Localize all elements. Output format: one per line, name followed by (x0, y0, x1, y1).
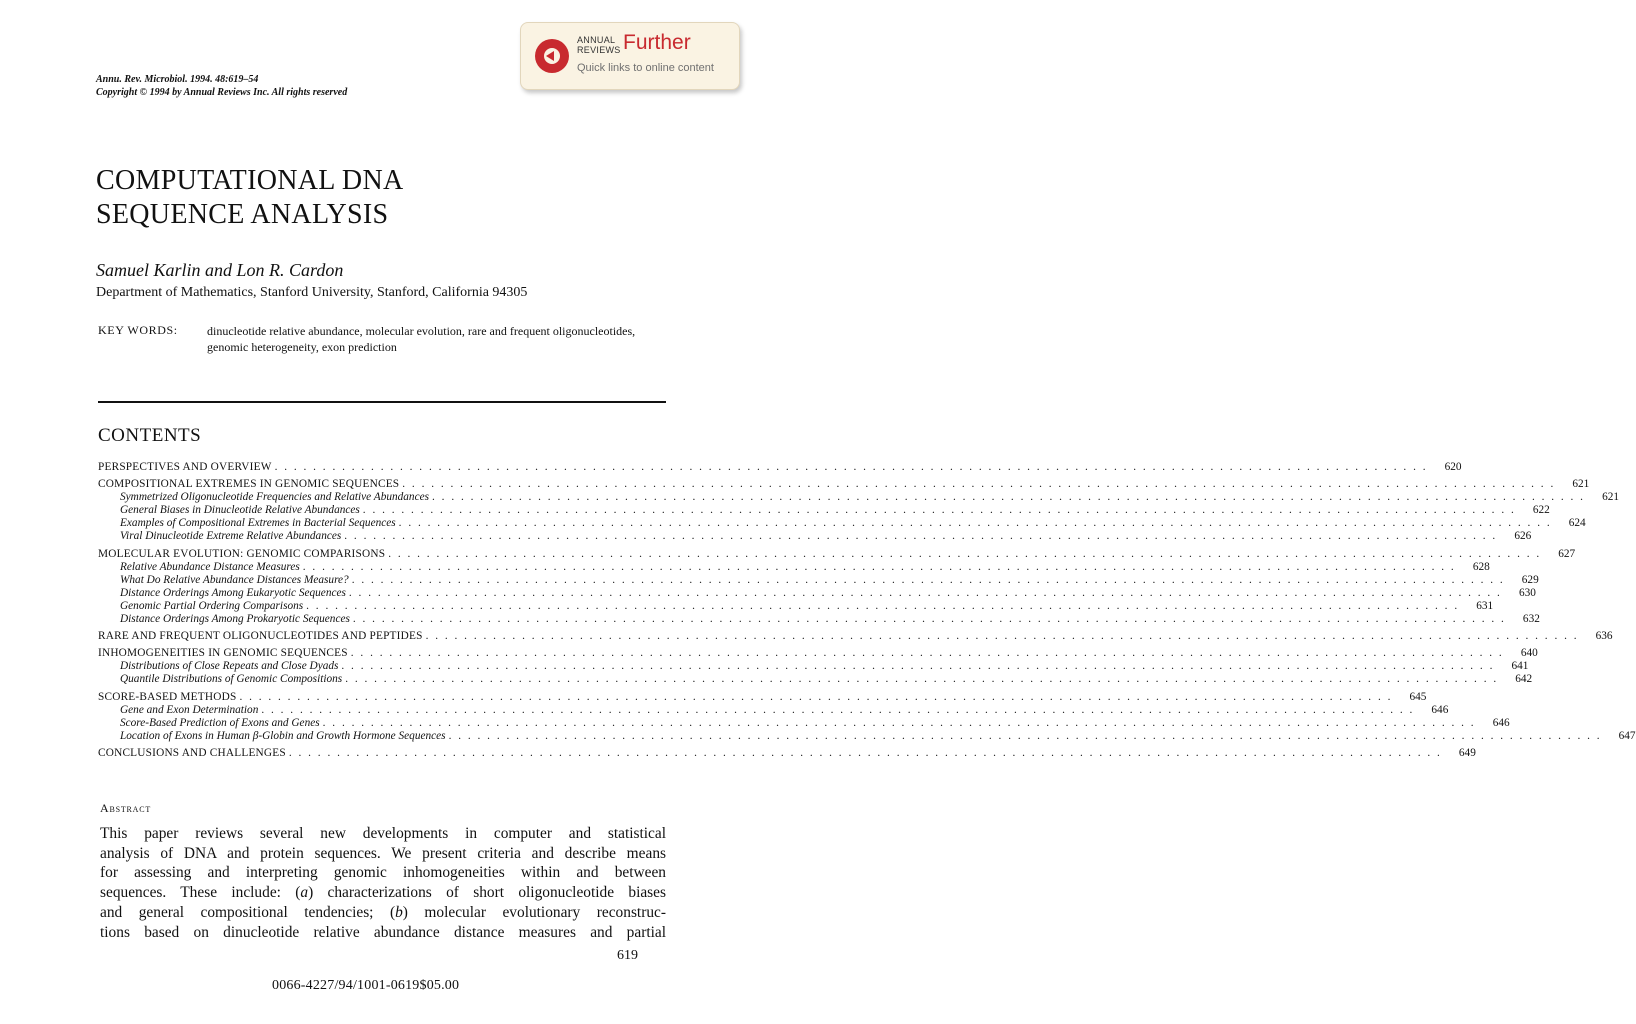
toc-dot-leader: . . . . . . . . . . . . . . . . . . . . . . . . . . . . . . . . . . . . . . . . . . . . . . . . . . . . . . . . . . . . . . . . . . . . . . . . . . . . . . . . . . . . . . . . . . . . . . . . . . . . . . . . . . . . . . . . . . . . . . . . (261, 703, 1415, 716)
toc-entry-label: Distributions of Close Repeats and Close Dyads (120, 660, 339, 673)
toc-dot-leader: . . . . . . . . . . . . . . . . . . . . . . . . . . . . . . . . . . . . . . . . . . . . . . . . . . . . . . . . . . . . . . . . . . . . . . . . . . . . . . . . . . . . . . . . . . . . . . . . . . . . . . . . . . . . . . . . . . . . . . . . (322, 716, 1476, 729)
annual-reviews-further-badge[interactable] (520, 22, 740, 90)
copyright-line: Copyright © 1994 by Annual Reviews Inc. All rights reserved (96, 87, 348, 98)
toc-entry (98, 703, 1449, 717)
toc-entry (98, 491, 1620, 504)
toc-dot-leader: . . . . . . . . . . . . . . . . . . . . . . . . . . . . . . . . . . . . . . . . . . . . . . . . . . . . . . . . . . . . . . . . . . . . . . . . . . . . . . . . . . . . . . . . . . . . . . . . . . . . . . . . . . . . . . . . . . . . . . . . (448, 729, 1602, 742)
toc-dot-leader: . . . . . . . . . . . . . . . . . . . . . . . . . . . . . . . . . . . . . . . . . . . . . . . . . . . . . . . . . . . . . . . . . . . . . . . . . . . . . . . . . . . . . . . . . . . . . . . . . . . . . . . . . . . . . . . . . . . . . . . . (341, 660, 1495, 673)
toc-entry-page: 647 (1618, 729, 1636, 742)
toc-entry-page: 649 (1458, 746, 1476, 759)
toc-entry (98, 461, 1462, 474)
toc-dot-leader: . . . . . . . . . . . . . . . . . . . . . . . . . . . . . . . . . . . . . . . . . . . . . . . . . . . . . . . . . . . . . . . . . . . . . . . . . . . . . . . . . . . . . . . . . . . . . . . . . . . . . . . . . . . . . . . . . . . . . . . . (302, 560, 1456, 573)
price-code: 0066-4227/94/1001-0619$05.00 (272, 978, 460, 993)
toc-entry-label: CONCLUSIONS AND CHALLENGES (98, 746, 286, 759)
toc-entry-page: 621 (1572, 478, 1590, 491)
toc-entry (98, 746, 1476, 760)
toc-entry (98, 690, 1427, 704)
toc-entry (98, 599, 1494, 613)
toc-entry-label: Distance Orderings Among Eukaryotic Sequences (120, 586, 346, 599)
toc-entry-page: 631 (1476, 599, 1494, 612)
toc-entry-label: INHOMOGENEITIES IN GENOMIC SEQUENCES (98, 647, 348, 660)
abstract-line: for assessing and interpreting genomic inhomogeneities within and between (100, 864, 666, 882)
journal-citation: Annu. Rev. Microbiol. 1994. 48:619–54 (96, 74, 259, 85)
badge-further-text: Further (623, 31, 691, 54)
abstract-line: analysis of DNA and protein sequences. We present criteria and describe means (100, 844, 666, 862)
toc-entry (98, 630, 1613, 643)
keywords-text: dinucleotide relative abundance, molecular evolution, rare and frequent oligonucleotides, genomic heterogeneity, exon prediction (207, 324, 636, 354)
toc-entry-label: PERSPECTIVES AND OVERVIEW (98, 461, 272, 473)
toc-dot-leader: . . . . . . . . . . . . . . . . . . . . . . . . . . . . . . . . . . . . . . . . . . . . . . . . . . . . . . . . . . . . . . . . . . . . . . . . . . . . . . . . . . . . . . . . . . . . . . . . . . . . . . . . . . . . . . . . . . . . . . . . (345, 673, 1499, 686)
arrow-left-icon (546, 51, 554, 61)
toc-entry (98, 586, 1536, 600)
badge-reviews-text: REVIEWS (577, 45, 621, 55)
article-title (96, 164, 403, 232)
toc-entry-label: Relative Abundance Distance Measures (120, 560, 300, 573)
toc-dot-leader: . . . . . . . . . . . . . . . . . . . . . . . . . . . . . . . . . . . . . . . . . . . . . . . . . . . . . . . . . . . . . . . . . . . . . . . . . . . . . . . . . . . . . . . . . . . . . . . . . . . . . . . . . . . . . . . . . . . . . . . . (274, 461, 1428, 473)
article-title-line: SEQUENCE ANALYSIS (96, 199, 389, 230)
toc-entry-label: Distance Orderings Among Prokaryotic Sequences (120, 613, 350, 626)
badge-tagline: Quick links to online content (577, 62, 714, 74)
toc-entry-page: 641 (1511, 660, 1529, 673)
toc-entry-page: 642 (1515, 673, 1533, 686)
toc-entry (98, 660, 1529, 673)
toc-dot-leader: . . . . . . . . . . . . . . . . . . . . . . . . . . . . . . . . . . . . . . . . . . . . . . . . . . . . . . . . . . . . . . . . . . . . . . . . . . . . . . . . . . . . . . . . . . . . . . . . . . . . . . . . . . . . . . . . . . . . . . . . (344, 530, 1498, 543)
toc-dot-leader: . . . . . . . . . . . . . . . . . . . . . . . . . . . . . . . . . . . . . . . . . . . . . . . . . . . . . . . . . . . . . . . . . . . . . . . . . . . . . . . . . . . . . . . . . . . . . . . . . . . . . . . . . . . . . . . . . . . . . . . . (425, 630, 1579, 643)
annual-reviews-logo-icon (535, 39, 569, 73)
toc-entry (98, 729, 1636, 743)
article-authors: Samuel Karlin and Lon R. Cardon (96, 260, 344, 280)
toc-dot-leader: . . . . . . . . . . . . . . . . . . . . . . . . . . . . . . . . . . . . . . . . . . . . . . . . . . . . . . . . . . . . . . . . . . . . . . . . . . . . . . . . . . . . . . . . . . . . . . . . . . . . . . . . . . . . . . . . . . . . . . . . (398, 517, 1552, 530)
toc-entry-label: Quantile Distributions of Genomic Compositions (120, 673, 343, 686)
toc-entry-label: Location of Exons in Human β-Globin and Growth Hormone Sequences (120, 729, 446, 742)
toc-entry (98, 647, 1538, 660)
toc-entry-label: General Biases in Dinucleotide Relative Abundances (120, 504, 360, 517)
toc-dot-leader: . . . . . . . . . . . . . . . . . . . . . . . . . . . . . . . . . . . . . . . . . . . . . . . . . . . . . . . . . . . . . . . . . . . . . . . . . . . . . . . . . . . . . . . . . . . . . . . . . . . . . . . . . . . . . . . . . . . . . . . . (288, 746, 1442, 759)
page-number: 619 (617, 948, 638, 963)
toc-entry (98, 673, 1533, 686)
toc-entry-page: 636 (1595, 630, 1613, 643)
toc-entry (98, 530, 1532, 543)
abstract-line: This paper reviews several new developments in computer and statistical (100, 825, 666, 842)
toc-dot-leader: . . . . . . . . . . . . . . . . . . . . . . . . . . . . . . . . . . . . . . . . . . . . . . . . . . . . . . . . . . . . . . . . . . . . . . . . . . . . . . . . . . . . . . . . . . . . . . . . . . . . . . . . . . . . . . . . . . . . . . . . (352, 613, 1506, 626)
toc-entry-page: 640 (1520, 647, 1538, 660)
table-of-contents (98, 461, 1636, 760)
abstract-line: tions based on dinucleotide relative abundance distance measures and partial (100, 923, 666, 941)
toc-entry (98, 613, 1540, 626)
toc-dot-leader: . . . . . . . . . . . . . . . . . . . . . . . . . . . . . . . . . . . . . . . . . . . . . . . . . . . . . . . . . . . . . . . . . . . . . . . . . . . . . . . . . . . . . . . . . . . . . . . . . . . . . . . . . . . . . . . . . . . . . . . . (362, 504, 1516, 517)
abstract-line: and general compositional tendencies; (b) molecular evolutionary reconstruc- (100, 903, 666, 921)
toc-entry-page: 645 (1409, 690, 1427, 703)
article-title-line: COMPUTATIONAL DNA (96, 165, 404, 196)
badge-annual-text: ANNUAL (577, 35, 616, 45)
toc-entry-page: 622 (1532, 504, 1550, 517)
toc-entry-page: 620 (1444, 461, 1462, 473)
toc-dot-leader: . . . . . . . . . . . . . . . . . . . . . . . . . . . . . . . . . . . . . . . . . . . . . . . . . . . . . . . . . . . . . . . . . . . . . . . . . . . . . . . . . . . . . . . . . . . . . . . . . . . . . . . . . . . . . . . . . . . . . . . . (432, 491, 1586, 504)
toc-entry-label: Viral Dinucleotide Extreme Relative Abundances (120, 530, 342, 543)
toc-dot-leader: . . . . . . . . . . . . . . . . . . . . . . . . . . . . . . . . . . . . . . . . . . . . . . . . . . . . . . . . . . . . . . . . . . . . . . . . . . . . . . . . . . . . . . . . . . . . . . . . . . . . . . . . . . . . . . . . . . . . . . . . (239, 690, 1393, 703)
toc-entry-label: Symmetrized Oligonucleotide Frequencies and Relative Abundances (120, 491, 430, 504)
toc-entry-label: Score-Based Prediction of Exons and Genes (120, 716, 320, 729)
toc-entry-label: RARE AND FREQUENT OLIGONUCLEOTIDES AND PEPTIDES (98, 630, 423, 643)
toc-entry-label: Genomic Partial Ordering Comparisons (120, 599, 304, 612)
toc-entry (98, 547, 1576, 561)
toc-entry-label: MOLECULAR EVOLUTION: GENOMIC COMPARISONS (98, 547, 386, 560)
toc-entry-page: 646 (1431, 703, 1449, 716)
contents-heading: CONTENTS (98, 425, 202, 446)
toc-entry (98, 560, 1490, 574)
toc-dot-leader: . . . . . . . . . . . . . . . . . . . . . . . . . . . . . . . . . . . . . . . . . . . . . . . . . . . . . . . . . . . . . . . . . . . . . . . . . . . . . . . . . . . . . . . . . . . . . . . . . . . . . . . . . . . . . . . . . . . . . . . . (402, 478, 1556, 491)
toc-entry-page: 646 (1492, 716, 1510, 729)
toc-entry (98, 478, 1590, 491)
toc-entry-page: 627 (1558, 547, 1576, 560)
toc-entry-page: 624 (1568, 517, 1586, 530)
toc-entry-label: COMPOSITIONAL EXTREMES IN GENOMIC SEQUENCES (98, 478, 400, 491)
toc-entry-page: 629 (1521, 573, 1539, 586)
toc-entry-page: 632 (1522, 613, 1540, 626)
toc-dot-leader: . . . . . . . . . . . . . . . . . . . . . . . . . . . . . . . . . . . . . . . . . . . . . . . . . . . . . . . . . . . . . . . . . . . . . . . . . . . . . . . . . . . . . . . . . . . . . . . . . . . . . . . . . . . . . . . . . . . . . . . . (306, 599, 1460, 612)
abstract-line: sequences. These include: (a) characterizations of short oligonucleotide biases (100, 884, 666, 902)
toc-entry (98, 573, 1539, 587)
toc-entry-page: 626 (1514, 530, 1532, 543)
toc-entry-page: 630 (1518, 586, 1536, 599)
keywords-label: KEY WORDS: (98, 323, 178, 337)
toc-entry (98, 504, 1550, 517)
toc-entry-page: 628 (1472, 560, 1490, 573)
section-divider (98, 401, 666, 403)
toc-entry (98, 517, 1586, 530)
abstract-body (100, 824, 666, 942)
author-affiliation: Department of Mathematics, Stanford University, Stanford, California 94305 (96, 285, 528, 300)
toc-dot-leader: . . . . . . . . . . . . . . . . . . . . . . . . . . . . . . . . . . . . . . . . . . . . . . . . . . . . . . . . . . . . . . . . . . . . . . . . . . . . . . . . . . . . . . . . . . . . . . . . . . . . . . . . . . . . . . . . . . . . . . . . (351, 573, 1505, 586)
toc-entry-label: What Do Relative Abundance Distances Measure? (120, 573, 349, 586)
toc-entry-label: Gene and Exon Determination (120, 703, 259, 716)
toc-entry-page: 621 (1602, 491, 1620, 504)
toc-dot-leader: . . . . . . . . . . . . . . . . . . . . . . . . . . . . . . . . . . . . . . . . . . . . . . . . . . . . . . . . . . . . . . . . . . . . . . . . . . . . . . . . . . . . . . . . . . . . . . . . . . . . . . . . . . . . . . . . . . . . . . . . (388, 547, 1542, 560)
toc-entry-label: SCORE-BASED METHODS (98, 690, 237, 703)
abstract-heading: Abstract (100, 801, 152, 815)
toc-entry-label: Examples of Compositional Extremes in Bacterial Sequences (120, 517, 396, 530)
toc-entry (98, 716, 1510, 730)
toc-dot-leader: . . . . . . . . . . . . . . . . . . . . . . . . . . . . . . . . . . . . . . . . . . . . . . . . . . . . . . . . . . . . . . . . . . . . . . . . . . . . . . . . . . . . . . . . . . . . . . . . . . . . . . . . . . . . . . . . . . . . . . . . (348, 586, 1502, 599)
toc-dot-leader: . . . . . . . . . . . . . . . . . . . . . . . . . . . . . . . . . . . . . . . . . . . . . . . . . . . . . . . . . . . . . . . . . . . . . . . . . . . . . . . . . . . . . . . . . . . . . . . . . . . . . . . . . . . . . . . . . . . . . . . . (350, 647, 1504, 660)
